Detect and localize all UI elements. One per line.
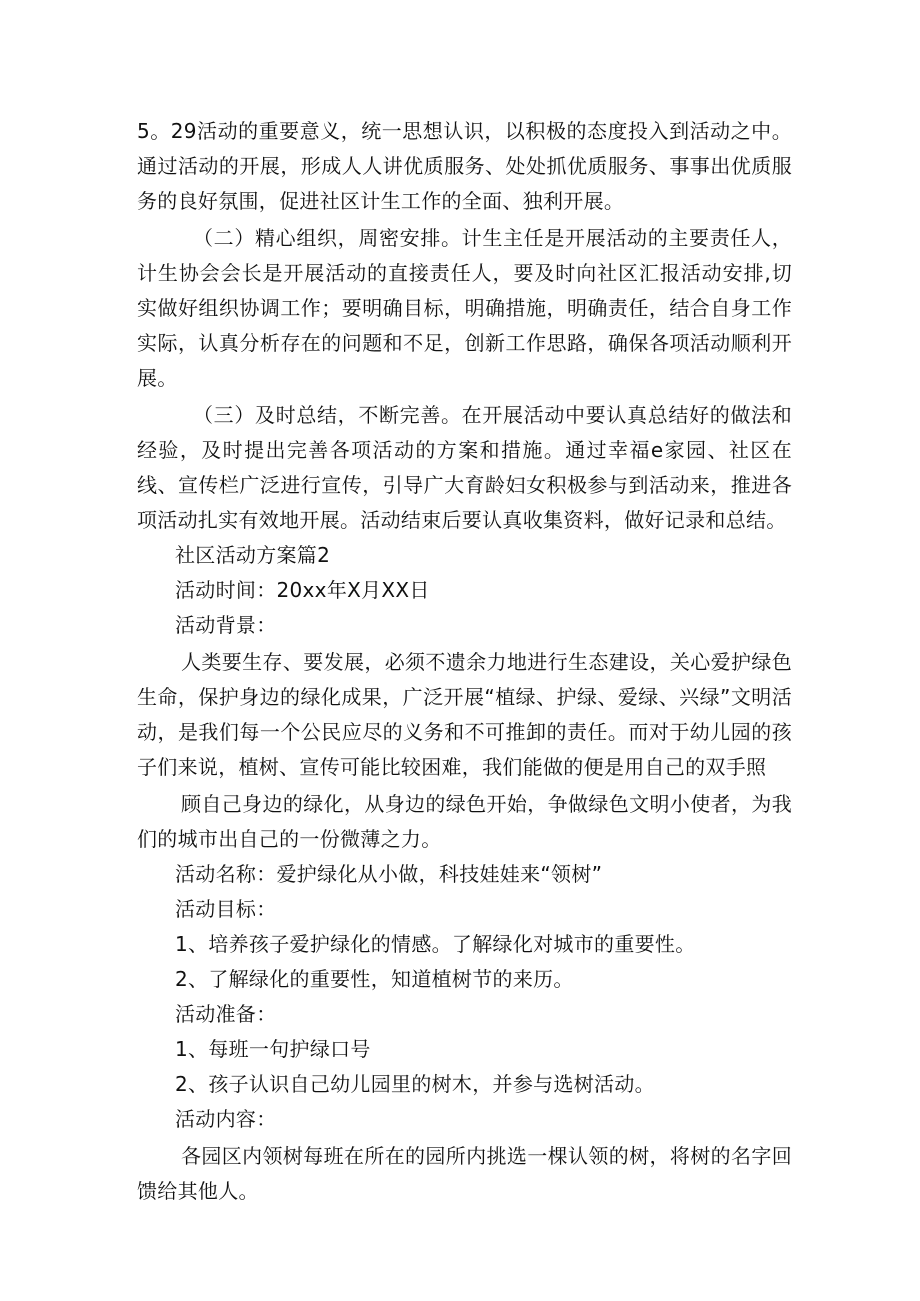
section-heading: 社区活动方案篇2 [175,543,331,567]
paragraph-background: 人类要生存、要发展，必须不遗余力地进行生态建设，关心爱护绿色生命，保护身边的绿化成果，广泛开展“植绿、护绿、爱绿、兴绿”文明活动，是我们每一个公民应尽的义务和不可推卸的责任。而对于幼儿园的孩子们来说，植树、宣传可能比较困难，我们能做的便是用自己的双手照 [137,650,792,779]
goal-item-1: 1、培养孩子爱护绿化的情感。了解绿化对城市的重要性。 [175,932,696,956]
activity-background-label: 活动背景： [175,613,277,637]
paragraph-summary: （三）及时总结，不断完善。在开展活动中要认真总结好的做法和经验，及时提出完善各项活动的方案和措施。通过幸福e家园、社区在线、宣传栏广泛进行宣传，引导广大育龄妇女积极参与到活动来，推进各项活动扎实有效地开展。活动结束后要认真收集资料，做好记录和总结。 [137,403,792,532]
activity-preparation-label: 活动准备： [175,1002,277,1026]
goal-item-2: 2、了解绿化的重要性，知道植树节的来历。 [175,967,574,991]
activity-content-label: 活动内容： [175,1107,277,1131]
activity-goals-label: 活动目标： [175,897,277,921]
activity-time: 活动时间：20xx年X月XX日 [175,578,430,602]
paragraph-activity-significance: 5。29活动的重要意义，统一思想认识，以积极的态度投入到活动之中。通过活动的开展，形成人人讲优质服务、处处抓优质服务、事事出优质服务的良好氛围，促进社区计生工作的全面、独利开展。 [137,119,792,213]
paragraph-background-continued: 顾自己身边的绿化，从身边的绿色开始，争做绿色文明小使者，为我们的城市出自己的一份微薄之力。 [137,792,792,851]
preparation-item-2: 2、孩子认识自己幼儿园里的树木，并参与选树活动。 [175,1072,655,1096]
preparation-item-1: 1、每班一句护绿口号 [175,1037,371,1061]
paragraph-activity-content: 各园区内领树每班在所在的园所内挑选一棵认领的树，将树的名字回馈给其他人。 [137,1144,792,1203]
activity-name: 活动名称：爱护绿化从小做，科技娃娃来“领树” [175,862,603,886]
paragraph-organization: （二）精心组织，周密安排。计生主任是开展活动的主要责任人，计生协会会长是开展活动的直接责任人，要及时向社区汇报活动安排,切实做好组织协调工作；要明确目标，明确措施，明确责任，结合自身工作实际，认真分析存在的问题和不足，创新工作思路，确保各项活动顺利开展。 [137,226,792,390]
